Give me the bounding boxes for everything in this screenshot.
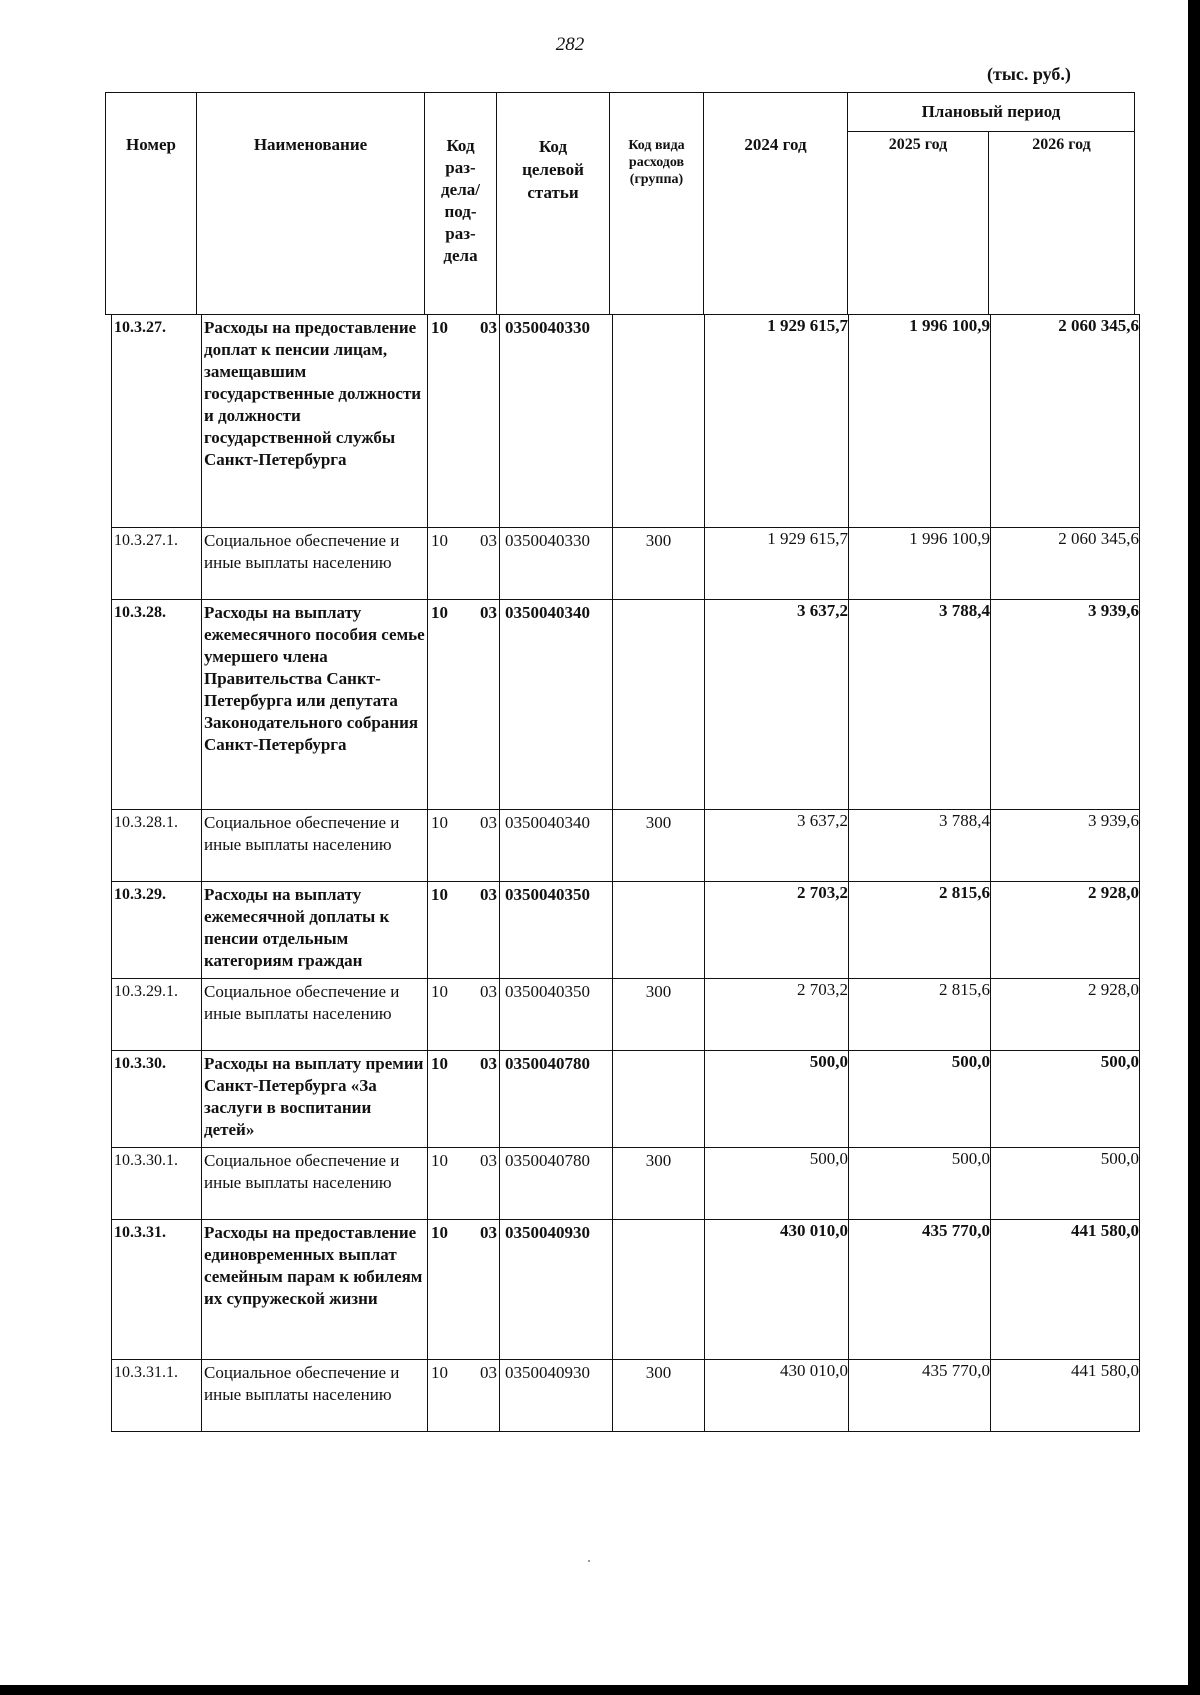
row-amount-2025: 435 770,0	[849, 1360, 991, 1432]
row-subsection-code: 03	[480, 1054, 497, 1073]
row-amount-2026: 2 928,0	[991, 979, 1140, 1051]
row-expense-group: 300	[613, 1148, 705, 1220]
row-name: Социальное обеспечение и иные выплаты населению	[202, 1360, 428, 1432]
row-subsection-code: 03	[480, 813, 497, 832]
table-row	[112, 810, 1140, 882]
row-number: 10.3.30.	[112, 1051, 202, 1148]
row-number: 10.3.31.	[112, 1220, 202, 1360]
row-name: Социальное обеспечение и иные выплаты населению	[202, 979, 428, 1051]
row-target-code: 0350040780	[500, 1051, 613, 1148]
row-amount-2024: 500,0	[705, 1148, 849, 1220]
row-target-code: 0350040330	[500, 315, 613, 528]
row-number: 10.3.28.1.	[112, 810, 202, 882]
row-expense-group	[613, 1051, 705, 1148]
table-row	[112, 1051, 1140, 1148]
row-amount-2024: 500,0	[705, 1051, 849, 1148]
row-amount-2026: 441 580,0	[991, 1360, 1140, 1432]
table-header	[105, 92, 1135, 315]
row-amount-2025: 435 770,0	[849, 1220, 991, 1360]
row-target-code: 0350040930	[500, 1220, 613, 1360]
row-amount-2025: 3 788,4	[849, 600, 991, 810]
header-section: Код раз- дела/ под- раз- дела	[425, 93, 497, 315]
row-amount-2024: 1 929 615,7	[705, 315, 849, 528]
row-target-code: 0350040780	[500, 1148, 613, 1220]
header-2025: 2025 год	[848, 132, 989, 315]
row-section-code: 10	[431, 318, 448, 337]
table-row	[112, 882, 1140, 979]
row-section-code: 10	[431, 813, 448, 832]
page-number: 282	[555, 34, 585, 55]
row-section-code: 10	[431, 1223, 448, 1242]
row-section-code: 10	[431, 1363, 448, 1382]
row-amount-2026: 500,0	[991, 1148, 1140, 1220]
row-subsection-code: 03	[480, 1223, 497, 1242]
row-name: Расходы на выплату ежемесячной доплаты к пенсии отдельным категориям граждан	[202, 882, 428, 979]
row-name: Социальное обеспечение и иные выплаты населению	[202, 1148, 428, 1220]
table-row	[112, 1148, 1140, 1220]
row-amount-2025: 1 996 100,9	[849, 315, 991, 528]
row-amount-2024: 3 637,2	[705, 600, 849, 810]
row-expense-group	[613, 600, 705, 810]
row-amount-2025: 1 996 100,9	[849, 528, 991, 600]
header-name: Наименование	[197, 93, 425, 315]
header-plan-period: Плановый период	[848, 93, 1135, 132]
row-expense-group: 300	[613, 979, 705, 1051]
row-section	[428, 810, 500, 882]
row-amount-2026: 2 060 345,6	[991, 528, 1140, 600]
row-section-code: 10	[431, 885, 448, 904]
row-target-code: 0350040330	[500, 528, 613, 600]
row-expense-group: 300	[613, 1360, 705, 1432]
row-expense-group	[613, 1220, 705, 1360]
scan-speck	[588, 1560, 590, 1562]
row-amount-2026: 500,0	[991, 1051, 1140, 1148]
row-section	[428, 1220, 500, 1360]
row-amount-2024: 2 703,2	[705, 882, 849, 979]
row-target-code: 0350040340	[500, 810, 613, 882]
row-amount-2026: 2 060 345,6	[991, 315, 1140, 528]
row-amount-2025: 2 815,6	[849, 979, 991, 1051]
row-number: 10.3.27.1.	[112, 528, 202, 600]
row-section-code: 10	[431, 1054, 448, 1073]
row-subsection-code: 03	[480, 1151, 497, 1170]
row-expense-group: 300	[613, 528, 705, 600]
row-target-code: 0350040340	[500, 600, 613, 810]
row-subsection-code: 03	[480, 531, 497, 550]
row-amount-2026: 2 928,0	[991, 882, 1140, 979]
row-amount-2024: 2 703,2	[705, 979, 849, 1051]
row-name: Расходы на выплату ежемесячного пособия семье умершего члена Правительства Санкт-Петербурга или депутата Законодательного собрания Санкт-Петербурга	[202, 600, 428, 810]
row-section-code: 10	[431, 603, 448, 622]
row-amount-2025: 500,0	[849, 1051, 991, 1148]
row-subsection-code: 03	[480, 1363, 497, 1382]
row-number: 10.3.31.1.	[112, 1360, 202, 1432]
row-name: Социальное обеспечение и иные выплаты населению	[202, 528, 428, 600]
row-amount-2025: 2 815,6	[849, 882, 991, 979]
budget-table	[111, 314, 1140, 1432]
header-number: Номер	[106, 93, 197, 315]
header-2024: 2024 год	[704, 93, 848, 315]
row-expense-group	[613, 882, 705, 979]
row-section	[428, 1051, 500, 1148]
table-row	[112, 528, 1140, 600]
row-expense-group	[613, 315, 705, 528]
table-row	[112, 600, 1140, 810]
row-section-code: 10	[431, 982, 448, 1001]
row-amount-2026: 3 939,6	[991, 600, 1140, 810]
row-target-code: 0350040350	[500, 882, 613, 979]
row-number: 10.3.29.	[112, 882, 202, 979]
row-section	[428, 1360, 500, 1432]
row-number: 10.3.28.	[112, 600, 202, 810]
table-row	[112, 1220, 1140, 1360]
scan-border-bottom	[0, 1685, 1200, 1695]
row-name: Расходы на предоставление единовременных выплат семейным парам к юбилеям их супружеской жизни	[202, 1220, 428, 1360]
row-section	[428, 1148, 500, 1220]
table-row	[112, 315, 1140, 528]
row-name: Социальное обеспечение и иные выплаты населению	[202, 810, 428, 882]
row-section-code: 10	[431, 531, 448, 550]
row-section	[428, 315, 500, 528]
row-expense-group: 300	[613, 810, 705, 882]
row-section	[428, 600, 500, 810]
row-amount-2026: 3 939,6	[991, 810, 1140, 882]
row-number: 10.3.27.	[112, 315, 202, 528]
row-amount-2024: 430 010,0	[705, 1360, 849, 1432]
row-amount-2025: 500,0	[849, 1148, 991, 1220]
row-name: Расходы на выплату премии Санкт-Петербурга «За заслуги в воспитании детей»	[202, 1051, 428, 1148]
row-section	[428, 882, 500, 979]
unit-label: (тыс. руб.)	[987, 64, 1071, 84]
table-row	[112, 979, 1140, 1051]
row-section	[428, 528, 500, 600]
table-row	[112, 1360, 1140, 1432]
header-2026: 2026 год	[989, 132, 1135, 315]
row-subsection-code: 03	[480, 982, 497, 1001]
header-target: Код целевой статьи	[497, 93, 610, 315]
row-number: 10.3.30.1.	[112, 1148, 202, 1220]
row-amount-2024: 3 637,2	[705, 810, 849, 882]
row-name: Расходы на предоставление доплат к пенсии лицам, замещавшим государственные должности и должности государственной службы Санкт-Петербурга	[202, 315, 428, 528]
row-amount-2025: 3 788,4	[849, 810, 991, 882]
row-number: 10.3.29.1.	[112, 979, 202, 1051]
row-subsection-code: 03	[480, 603, 497, 622]
row-section-code: 10	[431, 1151, 448, 1170]
scan-border-right	[1188, 0, 1200, 1695]
header-group: Код вида расходов (группа)	[610, 93, 704, 315]
row-amount-2024: 1 929 615,7	[705, 528, 849, 600]
row-target-code: 0350040350	[500, 979, 613, 1051]
row-amount-2026: 441 580,0	[991, 1220, 1140, 1360]
row-amount-2024: 430 010,0	[705, 1220, 849, 1360]
row-subsection-code: 03	[480, 885, 497, 904]
row-target-code: 0350040930	[500, 1360, 613, 1432]
row-subsection-code: 03	[480, 318, 497, 337]
row-section	[428, 979, 500, 1051]
